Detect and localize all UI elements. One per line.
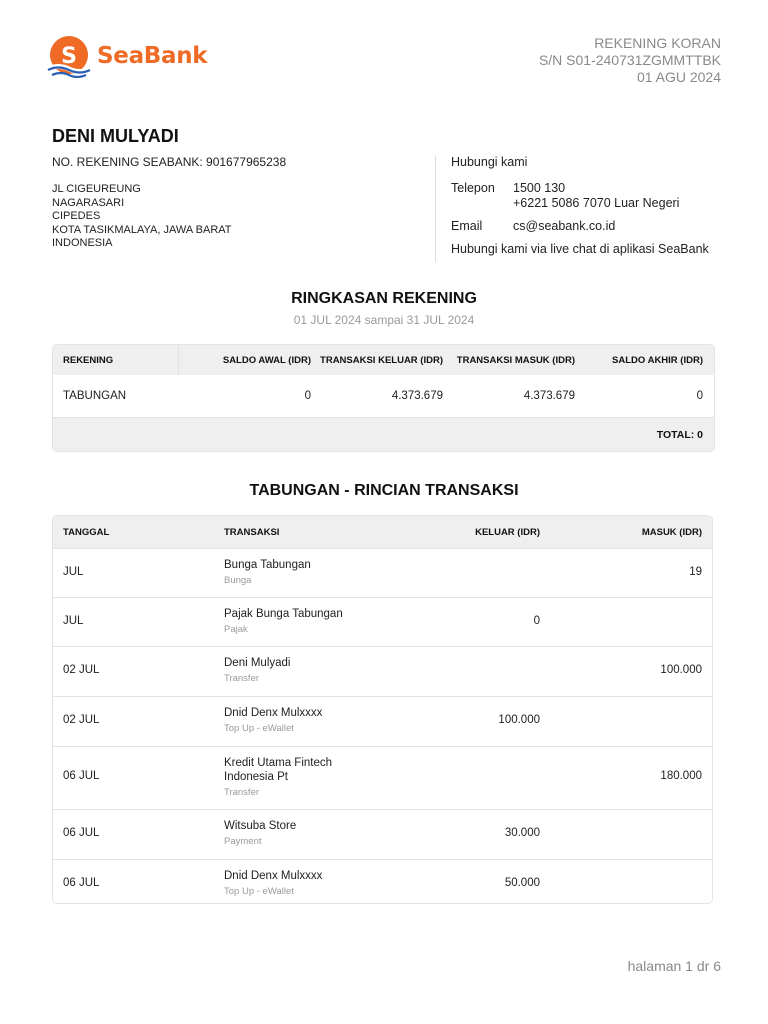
total-debit: 4.373.679 — [391, 390, 443, 402]
contact-phone-row — [451, 181, 709, 210]
phone-number-local[interactable]: 1500 130 — [513, 181, 566, 195]
tx-type: Transfer — [224, 787, 260, 798]
tx-debit: 50.000 — [504, 877, 540, 889]
summary-title: RINGKASAN REKENING — [291, 290, 477, 307]
customer-name: DENI MULYADI — [52, 126, 179, 146]
tx-date: 06 JUL — [63, 877, 100, 889]
summary-table-header — [53, 345, 714, 375]
transactions-table-header — [53, 516, 712, 549]
tx-debit: 0 — [533, 615, 540, 627]
tx-description: Dnid Denx Mulxxxx — [224, 707, 323, 719]
col-header-date: TANGGAL — [63, 527, 110, 538]
tx-type: Top Up - eWallet — [224, 886, 294, 897]
table-row — [53, 747, 712, 810]
address-line: INDONESIA — [52, 237, 113, 249]
summary-table-row — [53, 375, 714, 418]
vertical-divider — [435, 156, 436, 262]
col-header-debit: KELUAR (IDR) — [475, 527, 540, 538]
address-line: CIPEDES — [52, 210, 101, 222]
email-link[interactable]: cs@seabank.co.id — [513, 219, 616, 233]
customer-address — [52, 183, 232, 251]
email-label: Email — [451, 219, 483, 233]
col-header-credit: TRANSAKSI MASUK (IDR) — [456, 354, 575, 366]
tx-type: Bunga — [224, 575, 252, 586]
tx-debit: 100.000 — [498, 714, 540, 726]
document-type: REKENING KORAN — [594, 35, 721, 51]
transactions-table — [52, 515, 713, 904]
table-row — [53, 860, 712, 904]
phone-number-international[interactable]: +6221 5086 7070 Luar Negeri — [513, 196, 680, 210]
table-row — [53, 598, 712, 647]
seabank-logo-icon — [46, 34, 92, 78]
tx-description: Dnid Denx Mulxxxx — [224, 870, 323, 882]
tx-description: Witsuba Store — [224, 820, 297, 832]
svg-text:S: S — [61, 44, 77, 69]
tx-date: 02 JUL — [63, 664, 100, 676]
summary-total: TOTAL: 0 — [53, 418, 714, 451]
opening-balance: 0 — [304, 390, 311, 402]
tx-date: 02 JUL — [63, 714, 100, 726]
table-row — [53, 810, 712, 860]
summary-table — [52, 344, 715, 452]
address-line: NAGARASARI — [52, 196, 125, 209]
table-row — [53, 647, 712, 697]
col-header-closing-balance: SALDO AKHIR (IDR) — [612, 354, 703, 366]
contact-title: Hubungi kami — [451, 155, 528, 169]
tx-description: Pajak Bunga Tabungan — [224, 608, 343, 620]
tx-description: Deni Mulyadi — [224, 657, 291, 669]
col-header-account: REKENING — [63, 354, 114, 366]
contact-email-row — [451, 219, 709, 233]
serial-number: S/N S01-240731ZGMMTTBK — [538, 52, 721, 68]
brand-name: SeaBank — [97, 43, 208, 69]
tx-date: JUL — [63, 566, 84, 578]
page-number: halaman 1 dr 6 — [627, 958, 721, 974]
tx-type: Pajak — [224, 624, 248, 635]
tx-debit: 30.000 — [504, 827, 540, 839]
live-chat-note: Hubungi kami via live chat di aplikasi SeaBank — [451, 242, 709, 256]
tx-date: JUL — [63, 615, 84, 627]
tx-date: 06 JUL — [63, 770, 100, 782]
table-row — [53, 549, 712, 598]
tx-type: Transfer — [224, 673, 260, 684]
tx-description: Bunga Tabungan — [224, 559, 311, 571]
col-header-credit: MASUK (IDR) — [641, 527, 702, 538]
document-date: 01 AGU 2024 — [636, 69, 721, 85]
transactions-title: TABUNGAN - RINCIAN TRANSAKSI — [249, 482, 519, 499]
seabank-logo — [46, 34, 207, 78]
tx-credit: 19 — [689, 566, 702, 578]
closing-balance: 0 — [696, 390, 703, 402]
address-line: JL CIGEUREUNG — [52, 183, 141, 195]
col-header-opening-balance: SALDO AWAL (IDR) — [222, 354, 311, 366]
tx-credit: 180.000 — [660, 770, 702, 782]
address-line: KOTA TASIKMALAYA, JAWA BARAT — [52, 223, 232, 236]
contact-block — [451, 155, 709, 256]
tx-description: Kredit Utama Fintech Indonesia Pt — [224, 757, 333, 783]
total-credit: 4.373.679 — [523, 390, 575, 402]
document-header — [539, 35, 721, 86]
col-header-debit: TRANSAKSI KELUAR (IDR) — [320, 354, 443, 366]
account-number: NO. REKENING SEABANK: 901677965238 — [52, 155, 287, 169]
tx-credit: 100.000 — [660, 664, 702, 676]
summary-period: 01 JUL 2024 sampai 31 JUL 2024 — [293, 313, 475, 327]
tx-date: 06 JUL — [63, 827, 100, 839]
tx-type: Top Up - eWallet — [224, 723, 294, 734]
table-row — [53, 697, 712, 747]
account-type: TABUNGAN — [63, 390, 127, 402]
phone-label: Telepon — [451, 181, 495, 195]
col-header-transaction: TRANSAKSI — [224, 527, 280, 538]
tx-type: Payment — [224, 836, 262, 847]
